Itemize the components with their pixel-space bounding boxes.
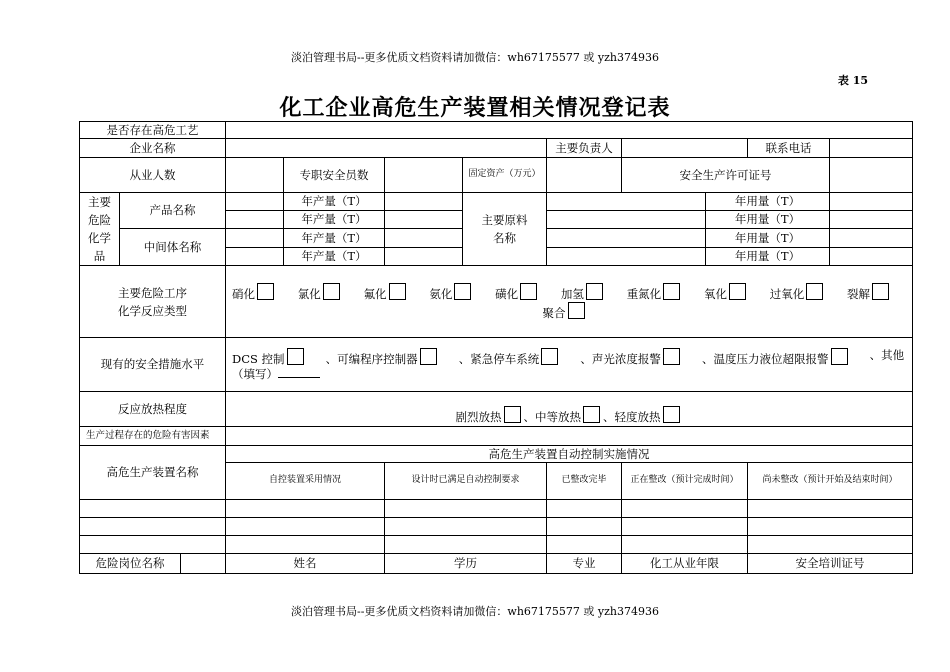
- checkbox[interactable]: [663, 348, 680, 365]
- reaction-type-label: [80, 266, 226, 338]
- table-cell[interactable]: [622, 536, 748, 554]
- annual-usage-label: 年用量（T）: [706, 229, 830, 248]
- main-raw-materials-label: 主要原料名称: [463, 193, 547, 266]
- annual-output-field[interactable]: [385, 229, 463, 248]
- device-name-field[interactable]: [80, 536, 226, 554]
- main-hazardous-chemicals-label: 主要危险化学品: [80, 193, 120, 266]
- form-title: 化工企业高危生产装置相关情况登记表: [279, 95, 671, 121]
- raw-material-field[interactable]: [547, 211, 706, 229]
- checkbox[interactable]: [287, 348, 304, 365]
- checkbox[interactable]: [568, 302, 585, 319]
- company-name-label: 企业名称: [80, 139, 226, 158]
- annual-usage-label: 年用量（T）: [706, 248, 830, 266]
- safety-staff-label: 专职安全员数: [284, 158, 385, 193]
- company-name-field[interactable]: [226, 139, 547, 158]
- reaction-option-fluorination[interactable]: 氟化: [364, 283, 409, 301]
- intermediate-name-field[interactable]: [226, 248, 284, 266]
- reaction-option-polymerization[interactable]: 聚合: [543, 302, 588, 320]
- high-risk-process-label: 是否存在高危工艺: [80, 122, 226, 139]
- high-risk-process-field[interactable]: [226, 122, 913, 139]
- reaction-type-options: [226, 266, 913, 338]
- hazard-post-field[interactable]: [180, 554, 225, 573]
- reaction-type-label-line2: 化学反应类型: [118, 303, 187, 318]
- reaction-option-amination[interactable]: 氨化: [429, 283, 474, 301]
- checkbox[interactable]: [663, 406, 680, 423]
- heat-release-options: [226, 392, 913, 427]
- table-cell[interactable]: [547, 518, 622, 536]
- checkbox[interactable]: [729, 283, 746, 300]
- measure-option-gas-alarm[interactable]: 、声光浓度报警: [580, 348, 683, 366]
- checkbox[interactable]: [504, 406, 521, 423]
- measure-other-fill-field[interactable]: [278, 366, 320, 378]
- header-note: 淡泊管理书局--更多优质文档资料请加微信：wh67175577 或 yzh374936: [291, 51, 659, 64]
- heat-release-label: 反应放热程度: [80, 392, 226, 427]
- reaction-option-cracking[interactable]: 裂解: [847, 283, 892, 301]
- automation-col-adoption: 自控装置采用情况: [226, 463, 385, 500]
- checkbox[interactable]: [872, 283, 889, 300]
- reaction-option-diazotization[interactable]: 重氮化: [627, 283, 684, 301]
- automation-col-design: 设计时已满足自动控制要求: [385, 463, 547, 500]
- safety-license-label: 安全生产许可证号: [622, 158, 830, 193]
- table-cell[interactable]: [748, 536, 913, 554]
- annual-usage-field[interactable]: [830, 248, 913, 266]
- table-number: 表 15: [837, 74, 868, 87]
- table-cell[interactable]: [547, 500, 622, 518]
- fixed-assets-label: 固定资产（万元）: [463, 158, 547, 193]
- safety-staff-field[interactable]: [385, 158, 463, 193]
- safety-measures-options: [226, 338, 913, 392]
- years-label: 化工从业年限: [622, 554, 748, 574]
- heat-option-severe[interactable]: 剧烈放热: [456, 410, 524, 424]
- annual-output-field[interactable]: [385, 193, 463, 211]
- intermediate-name-field[interactable]: [226, 229, 284, 248]
- checkbox[interactable]: [663, 283, 680, 300]
- annual-output-label: 年产量（T）: [284, 229, 385, 248]
- product-name-field[interactable]: [226, 211, 284, 229]
- checkbox[interactable]: [454, 283, 471, 300]
- table-cell[interactable]: [622, 518, 748, 536]
- checkbox[interactable]: [583, 406, 600, 423]
- raw-material-field[interactable]: [547, 248, 706, 266]
- reaction-option-nitration[interactable]: 硝化: [232, 283, 277, 301]
- checkbox[interactable]: [323, 283, 340, 300]
- annual-output-field[interactable]: [385, 211, 463, 229]
- hazard-post-name: 危险岗位名称: [95, 556, 165, 571]
- table-cell[interactable]: [226, 536, 385, 554]
- annual-usage-label: 年用量（T）: [706, 211, 830, 229]
- measure-option-dcs[interactable]: DCS 控制: [232, 348, 307, 366]
- footer-note: 淡泊管理书局--更多优质文档资料请加微信：wh67175577 或 yzh374936: [291, 605, 659, 618]
- staff-name-label: 姓名: [226, 554, 385, 574]
- contact-phone-label: 联系电话: [748, 139, 830, 158]
- reaction-option-chlorination[interactable]: 氯化: [298, 283, 343, 301]
- safety-license-field[interactable]: [830, 158, 913, 193]
- table-cell[interactable]: [622, 500, 748, 518]
- automation-col-in-progress: 正在整改（预计完成时间）: [622, 463, 748, 500]
- product-name-field[interactable]: [226, 193, 284, 211]
- table-cell[interactable]: [385, 518, 547, 536]
- annual-usage-field[interactable]: [830, 193, 913, 211]
- employees-label: 从业人数: [80, 158, 226, 193]
- checkbox[interactable]: [831, 348, 848, 365]
- checkbox[interactable]: [257, 283, 274, 300]
- checkbox[interactable]: [420, 348, 437, 365]
- table-cell[interactable]: [748, 500, 913, 518]
- hazard-post-label: [80, 554, 226, 574]
- annual-output-label: 年产量（T）: [284, 193, 385, 211]
- hazard-factors-field[interactable]: [226, 427, 913, 446]
- fixed-assets-field[interactable]: [547, 158, 622, 193]
- reaction-option-sulfonation[interactable]: 磺化: [495, 283, 540, 301]
- raw-material-field[interactable]: [547, 193, 706, 211]
- measure-option-emergency-stop[interactable]: 、紧急停车系统: [459, 348, 562, 366]
- checkbox[interactable]: [541, 348, 558, 365]
- table-cell[interactable]: [385, 536, 547, 554]
- registration-form-table: [79, 121, 913, 574]
- product-name-label: 产品名称: [120, 193, 226, 229]
- reaction-option-oxidation[interactable]: 氧化: [704, 283, 749, 301]
- annual-usage-label: 年用量（T）: [706, 193, 830, 211]
- education-label: 学历: [385, 554, 547, 574]
- table-cell[interactable]: [226, 500, 385, 518]
- major-label: 专业: [547, 554, 622, 574]
- measure-other-fill-label: （填写）: [232, 367, 278, 381]
- table-cell[interactable]: [385, 500, 547, 518]
- annual-usage-field[interactable]: [830, 229, 913, 248]
- table-cell[interactable]: [748, 518, 913, 536]
- measure-option-limit-alarm[interactable]: 、温度压力液位超限报警: [702, 348, 851, 366]
- safety-measures-label: 现有的安全措施水平: [80, 338, 226, 392]
- automation-col-rectified: 已整改完毕: [547, 463, 622, 500]
- employees-field[interactable]: [226, 158, 284, 193]
- checkbox[interactable]: [586, 283, 603, 300]
- device-name-label: 高危生产装置名称: [80, 446, 226, 500]
- hazard-factors-label: 生产过程存在的危险有害因素: [80, 427, 226, 446]
- device-name-field[interactable]: [80, 500, 226, 518]
- automation-section-title: 高危生产装置自动控制实施情况: [226, 446, 913, 463]
- intermediate-name-label: 中间体名称: [120, 229, 226, 266]
- measure-option-other[interactable]: 、其他: [869, 347, 905, 362]
- reaction-type-label-line1: 主要危险工序: [118, 285, 187, 300]
- automation-col-not-started: 尚未整改（预计开始及结束时间）: [748, 463, 913, 500]
- heat-option-medium[interactable]: 、中等放热: [524, 410, 604, 424]
- annual-output-label: 年产量（T）: [284, 248, 385, 266]
- heat-option-mild[interactable]: 、轻度放热: [603, 410, 683, 424]
- raw-material-field[interactable]: [547, 229, 706, 248]
- checkbox[interactable]: [806, 283, 823, 300]
- main-responsible-field[interactable]: [622, 139, 748, 158]
- contact-phone-field[interactable]: [830, 139, 913, 158]
- device-name-field[interactable]: [80, 518, 226, 536]
- checkbox[interactable]: [520, 283, 537, 300]
- annual-output-field[interactable]: [385, 248, 463, 266]
- reaction-option-hydrogenation[interactable]: 加氢: [561, 283, 606, 301]
- checkbox[interactable]: [389, 283, 406, 300]
- measure-option-plc[interactable]: 、可编程序控制器: [326, 348, 440, 366]
- reaction-option-peroxidation[interactable]: 过氧化: [770, 283, 827, 301]
- main-responsible-label: 主要负责人: [547, 139, 622, 158]
- annual-usage-field[interactable]: [830, 211, 913, 229]
- table-cell[interactable]: [226, 518, 385, 536]
- training-cert-label: 安全培训证号: [748, 554, 913, 574]
- annual-output-label: 年产量（T）: [284, 211, 385, 229]
- table-cell[interactable]: [547, 536, 622, 554]
